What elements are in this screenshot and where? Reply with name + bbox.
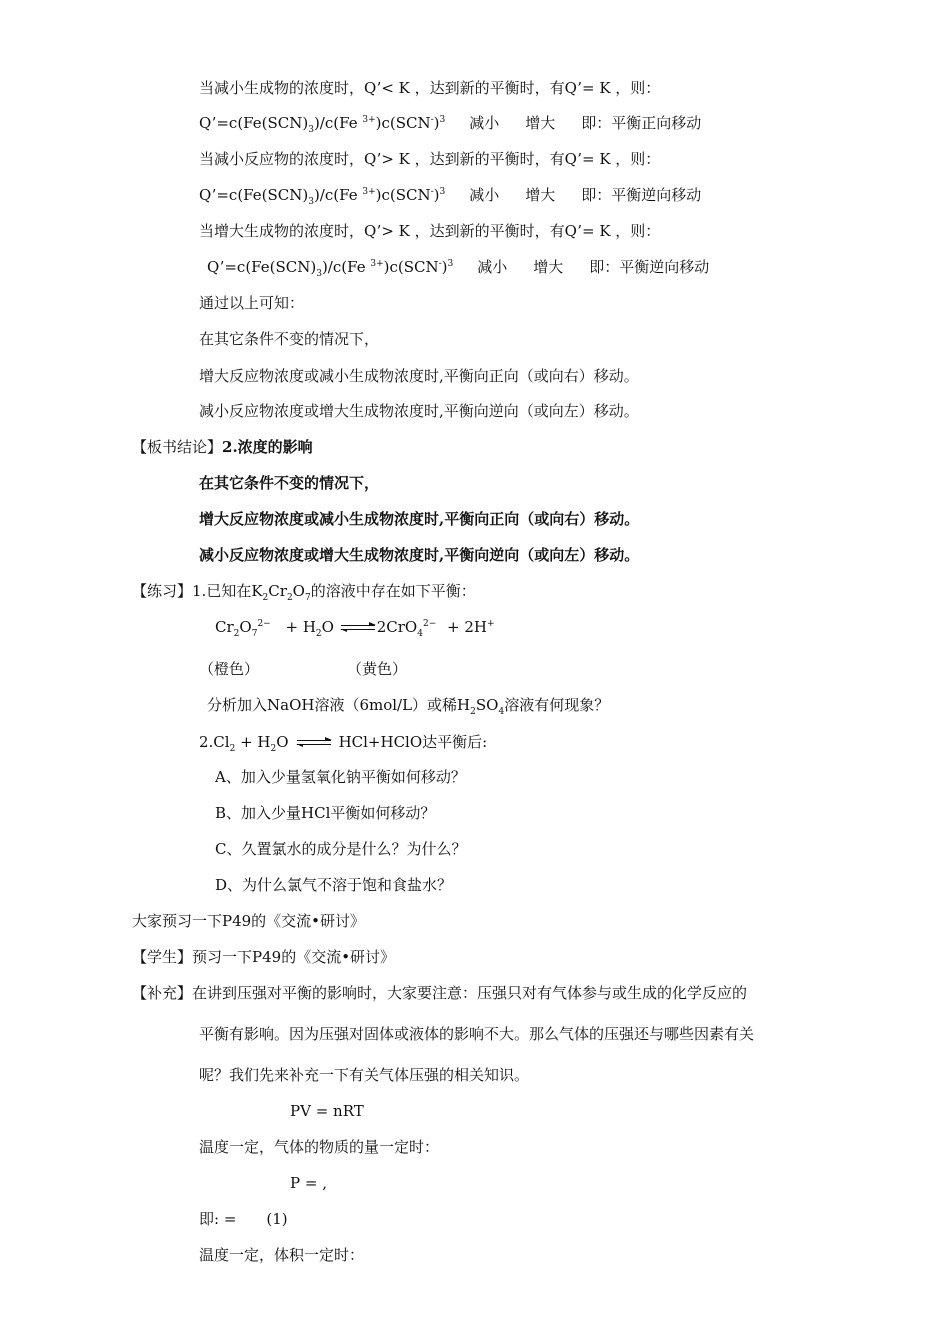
exercise-line: 【练习】1.已知在$K_2Cr_2O_7$的溶液中存在如下平衡： xyxy=(132,582,476,603)
color-labels: （橙色） （黄色） xyxy=(199,660,408,678)
bold-line: 在其它条件不变的情况下， xyxy=(199,474,380,492)
bold-line: 减小反应物浓度或增大生成物浓度时,平衡向逆向（或向左）移动。 xyxy=(199,546,640,564)
question-option: A、加入少量氢氧化钠平衡如何移动？ xyxy=(215,768,466,786)
equation-line: $Cr_2O_7^{2-} + H_2O$ 2CrO$_4^{2-}$ + 2H+ xyxy=(215,618,495,639)
text-line: 温度一定，体积一定时： xyxy=(199,1246,365,1264)
text-line: 增大反应物浓度或减小生成物浓度时,平衡向正向（或向右）移动。 xyxy=(199,367,639,385)
text-line: 减小反应物浓度或增大生成物浓度时,平衡向逆向（或向左）移动。 xyxy=(199,402,639,420)
text-line: 呢？我们先来补充一下有关气体压强的相关知识。 xyxy=(199,1066,530,1084)
question-option: D、为什么氯气不溶于饱和食盐水？ xyxy=(215,876,453,894)
exercise-line: $2.Cl_2 + H_2O$ HCl+HClO达平衡后: xyxy=(199,733,488,754)
text-line: 当减小生成物的浓度时，Q’< K ，达到新的平衡时，有Q’= K ，则： xyxy=(199,79,661,97)
formula-line: $Q’=c(Fe(SCN)_3)/c(Fe$ $^{3+})c(SCN^-)^3$ 减小 增大 即：平衡逆向移动 xyxy=(199,186,702,207)
equilibrium-arrow-icon xyxy=(297,738,331,748)
section-heading: 【板书结论】2.浓度的影响 xyxy=(132,438,313,456)
supplement-line: 【补充】在讲到压强对平衡的影响时，大家要注意：压强只对有气体参与或生成的化学反应的 xyxy=(132,984,748,1002)
equilibrium-arrow-icon xyxy=(341,623,375,633)
formula-line: P = , xyxy=(290,1174,327,1192)
text-line: 当增大生成物的浓度时，Q’> K ，达到新的平衡时，有Q’= K ，则： xyxy=(199,222,661,240)
text-line: 分析加入NaOH溶液（6mol/L）或稀$H_2SO_4$溶液有何现象？ xyxy=(207,696,610,717)
formula-line: $Q’=c(Fe(SCN)_3)/c(Fe$ $^{3+})c(SCN^-)^3$ 减小 增大 即：平衡正向移动 xyxy=(199,114,702,135)
text-line: 在其它条件不变的情况下， xyxy=(199,330,380,348)
text-line: 大家预习一下P49的《交流•研讨》 xyxy=(132,912,366,930)
text-line: 当减小反应物的浓度时，Q’> K ，达到新的平衡时，有Q’= K ，则： xyxy=(199,150,661,168)
bold-line: 增大反应物浓度或减小生成物浓度时,平衡向正向（或向右）移动。 xyxy=(199,510,640,528)
formula-line: PV = nRT xyxy=(290,1102,364,1120)
student-line: 【学生】预习一下P49的《交流•研讨》 xyxy=(132,948,396,966)
question-option: C、久置氯水的成分是什么？为什么？ xyxy=(215,840,467,858)
formula-line: 即: = (1) xyxy=(199,1210,288,1228)
question-option: B、加入少量HCl平衡如何移动？ xyxy=(215,804,436,822)
text-line: 通过以上可知： xyxy=(199,294,305,312)
formula-line: $Q’=c(Fe(SCN)_3)/c(Fe$ $^{3+})c(SCN^-)^3$ 减小 增大 即：平衡逆向移动 xyxy=(207,258,710,279)
text-line: 平衡有影响。因为压强对固体或液体的影响不大。那么气体的压强还与哪些因素有关 xyxy=(199,1025,755,1043)
text-line: 温度一定，气体的物质的量一定时： xyxy=(199,1138,440,1156)
